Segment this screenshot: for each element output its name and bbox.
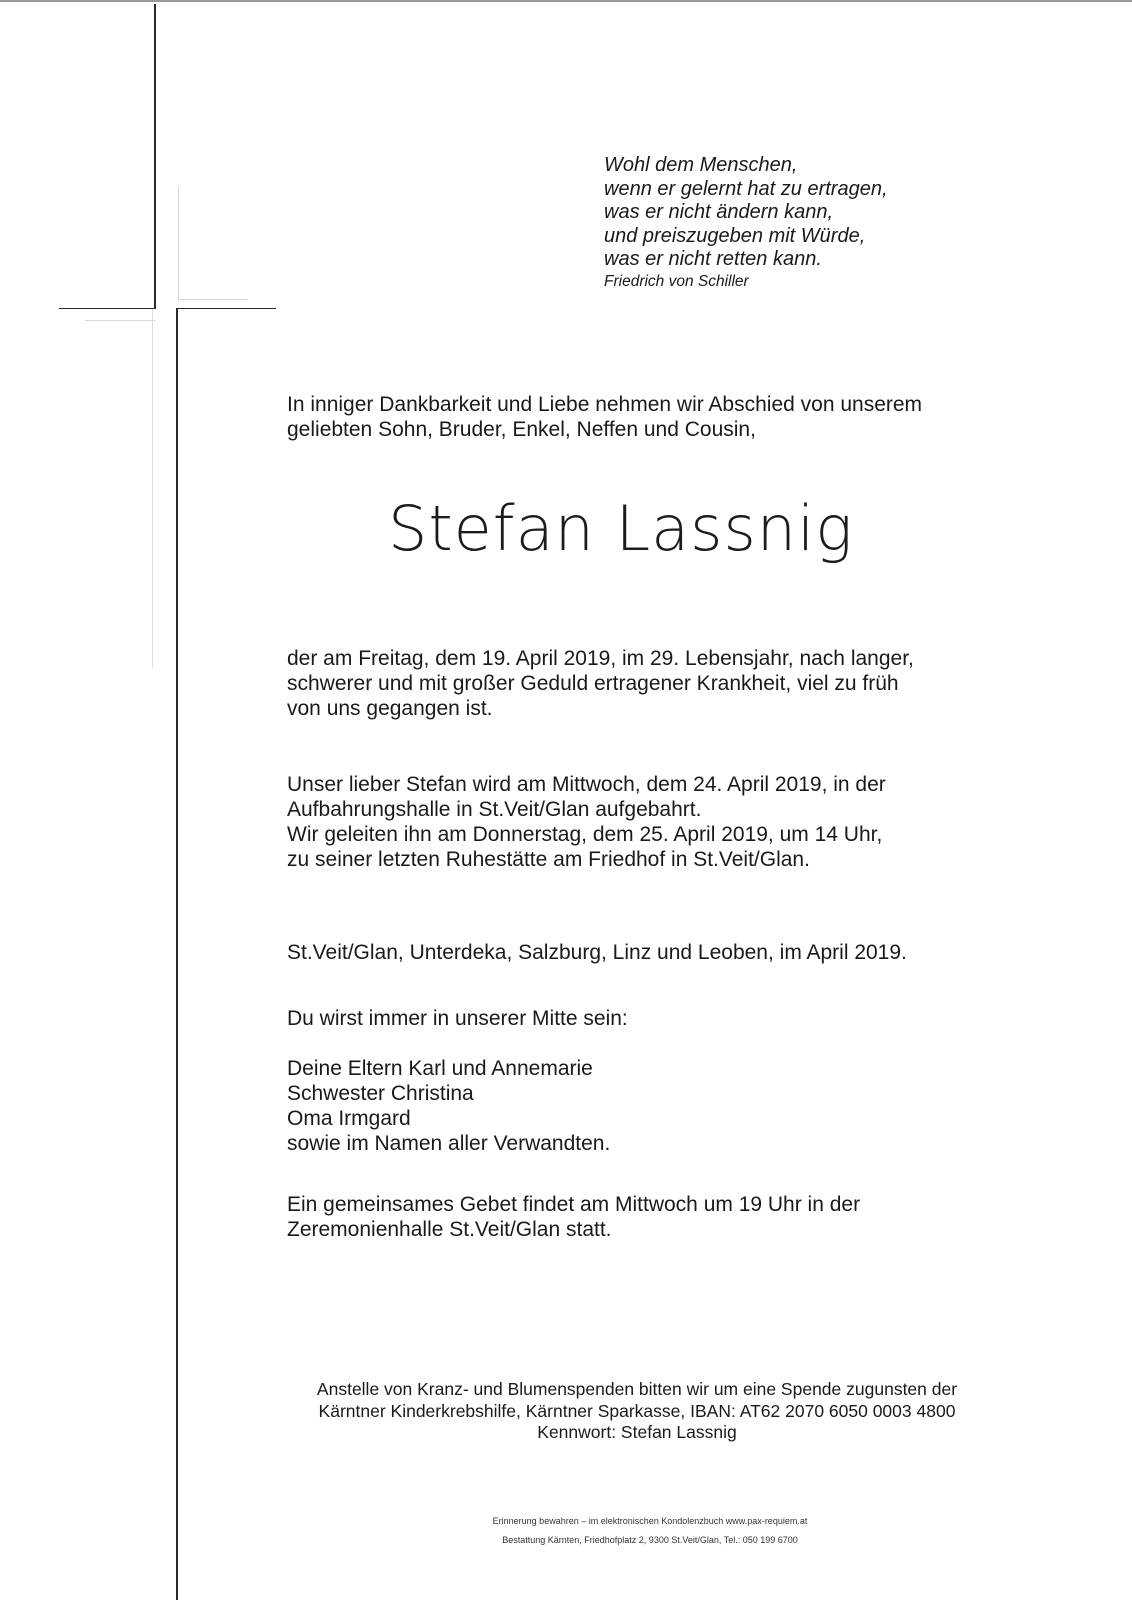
mourners-list bbox=[287, 1056, 610, 1156]
quote-line: und preiszugeben mit Würde, bbox=[604, 224, 866, 247]
quote-line: was er nicht retten kann. bbox=[604, 248, 822, 270]
intro-paragraph bbox=[287, 392, 922, 442]
quote-line: wenn er gelernt hat zu ertragen, bbox=[604, 177, 888, 200]
funeral-info-line: Unser lieber Stefan wird am Mittwoch, dem 24. April 2019, in der bbox=[287, 773, 886, 796]
funeral-info-line: Aufbahrungshalle in St.Veit/Glan aufgebahrt. bbox=[287, 798, 702, 821]
mourner-line: Oma Irmgard bbox=[287, 1107, 411, 1130]
donation-line: Anstelle von Kranz- und Blumenspenden bitten wir um eine Spende zugunsten der bbox=[316, 1379, 958, 1399]
prayer-line: Zeremonienhalle St.Veit/Glan statt. bbox=[287, 1218, 612, 1241]
farewell-line bbox=[287, 1006, 628, 1031]
death-notice-line: schwerer und mit großer Geduld ertragener Krankheit, viel zu früh bbox=[287, 672, 899, 695]
cross-horizontal-left bbox=[59, 308, 155, 309]
cross-shadow-vertical bbox=[178, 186, 179, 301]
quote-line: Wohl dem Menschen, bbox=[604, 154, 798, 176]
farewell-text: Du wirst immer in unserer Mitte sein: bbox=[287, 1007, 628, 1030]
intro-line: In inniger Dankbarkeit und Liebe nehmen wir Abschied von unserem bbox=[287, 393, 923, 416]
mourner-line: sowie im Namen aller Verwandten. bbox=[287, 1132, 611, 1155]
deceased-name: Stefan Lassnig bbox=[388, 492, 854, 565]
prayer-line: Ein gemeinsames Gebet findet am Mittwoch um 19 Uhr in der bbox=[287, 1193, 861, 1216]
cross-vertical-upper bbox=[154, 4, 156, 309]
mourner-line: Schwester Christina bbox=[287, 1082, 474, 1105]
cross-shadow-horizontal-left bbox=[85, 320, 155, 321]
cross-horizontal-right bbox=[176, 308, 276, 309]
funeral-info-line: Wir geleiten ihn am Donnerstag, dem 25. April 2019, um 14 Uhr, bbox=[287, 823, 883, 846]
intro-line: geliebten Sohn, Bruder, Enkel, Neffen und Cousin, bbox=[287, 418, 756, 441]
place-date-line: St.Veit/Glan, Unterdeka, Salzburg, Linz und Leoben, im April 2019. bbox=[287, 941, 907, 964]
place-date bbox=[287, 940, 907, 965]
prayer-paragraph bbox=[287, 1192, 860, 1242]
quote-author: Friedrich von Schiller bbox=[604, 272, 749, 290]
funeral-info-line: zu seiner letzten Ruhestätte am Friedhof in St.Veit/Glan. bbox=[287, 848, 810, 871]
quote-block bbox=[604, 154, 888, 292]
donation-notice bbox=[287, 1379, 987, 1444]
quote-line: was er nicht ändern kann, bbox=[604, 201, 834, 223]
funeral-info-paragraph bbox=[287, 772, 886, 872]
death-notice-line: der am Freitag, dem 19. April 2019, im 29. Lebensjahr, nach langer, bbox=[287, 647, 914, 670]
page-top-border bbox=[0, 0, 1132, 2]
donation-line: Kennwort: Stefan Lassnig bbox=[537, 1422, 737, 1442]
footer-funeral-home-address: Bestattung Kärnten, Friedhofplatz 2, 9300 St.Veit/Glan, Tel.: 050 199 6700 bbox=[502, 1535, 798, 1545]
cross-vertical-lower bbox=[176, 308, 178, 1600]
death-notice-paragraph bbox=[287, 646, 914, 721]
cross-vertical-upper-faint bbox=[152, 309, 153, 669]
death-notice-line: von uns gegangen ist. bbox=[287, 697, 493, 720]
donation-line: Kärntner Kinderkrebshilfe, Kärntner Sparkasse, IBAN: AT62 2070 6050 0003 4800 bbox=[318, 1400, 956, 1421]
cross-shadow-horizontal-right bbox=[180, 299, 248, 300]
footer-condolence-link: Erinnerung bewahren – im elektronischen Kondolenzbuch www.pax-requiem.at bbox=[492, 1516, 808, 1526]
mourner-line: Deine Eltern Karl und Annemarie bbox=[287, 1057, 593, 1080]
